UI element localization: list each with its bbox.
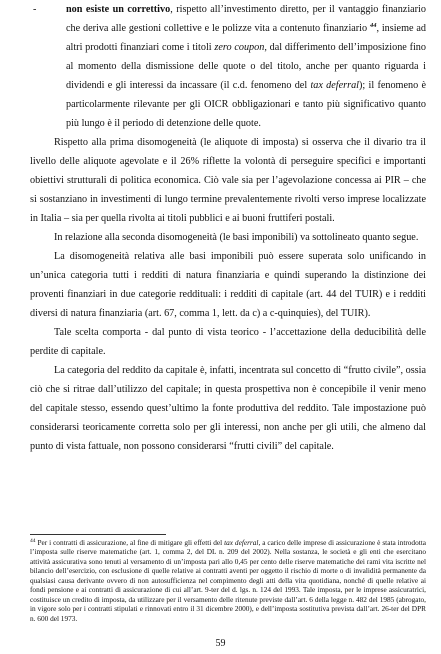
paragraph: In relazione alla seconda disomogeneità (le basi imponibili) va sottolineato quanto segue.: [54, 232, 419, 243]
bullet-text: ); il fenomeno è particolarmente rilevante per gli OICR obbligazionari e tanto più significativo quanto più lungo è il periodo di detenzione delle quote.: [66, 80, 426, 129]
bullet-text: , insieme ad altri prodotti finanziari come i titoli: [66, 23, 426, 53]
bullet-italic: tax deferral: [310, 80, 359, 91]
footnote-text: Per i contratti di assicurazione, al fine di mitigare gli effetti del: [35, 538, 225, 547]
body-text: [30, 0, 426, 456]
bullet-text: , dal differimento dell’imposizione fino al momento della dismissione delle quote o del titolo, anche per quanto riguarda i dividendi e gli interessi da incassare (il c.d. fenomeno del: [66, 42, 426, 91]
paragraph: Rispetto alla prima disomogeneità (le aliquote di imposta) si osserva che il divario tra il livello delle aliquote agevolate e il 26% riflette la volontà di perseguire specifici e importanti obiettivi strutturali di politica economica. Ciò vale sia per l’agevolazione concessa ai PIR – che si sostanziano in investimenti di lungo termine prevalentemente rivolti verso imprese localizzate in Italia – sia per quella rivolta ai titoli pubblici e ai buoni fruttiferi postali.: [30, 137, 426, 224]
paragraph: La categoria del reddito da capitale è, infatti, incentrata sul concetto di “frutto civile”, ossia ciò che si ritrae dall’utilizzo del capitale; in questa prospettiva non è concepibile il venir meno del capitale stesso, essendo quest’ultimo la fonte produttiva del reddito. Tale impostazione può considerarsi teoricamente corretta solo per gli interessi, non anche per gli utili, che almeno dal punto di vista fattuale, non possono considerarsi “frutti civili” del capitale.: [30, 365, 426, 452]
bullet-italic: zero coupon: [214, 42, 265, 53]
footnote-separator: [30, 534, 166, 535]
page-number: 59: [215, 638, 226, 649]
footnote-italic: tax deferral: [224, 538, 259, 547]
footnote-number: 44: [30, 538, 36, 544]
paragraph: La disomogeneità relativa alle basi imponibili può essere superata solo unificando in un’unica categoria tutti i redditi di natura finanziaria e quindi superando la distinzione dei proventi finanziari in due categorie reddituali: i redditi di capitale (art. 44 del TUIR) e i redditi diversi di natura finanziaria (art. 67, comma 1, lett. da c) a c-quinquies), del TUIR).: [30, 251, 426, 319]
bullet-item: [30, 0, 426, 133]
footnote-text: , a carico delle imprese di assicurazione è stata introdotta l’imposta sulle riserve matematiche (art. 1, comma 2, del DL n. 209 del 2002). Nella sostanza, le società e gli enti che esercitano attività assicurativa sono tenuti al versamento di un’imposta pari allo 0,45 per cento delle riserve matematiche dei rami vita iscritte nel bilancio dell’esercizio, con esclusione di quelle relative ai contratti aventi per oggetto il rischio di morte o di invalidità permanente da qualsiasi causa derivante ovvero di non autosufficienza nel compimento degli atti della vita quotidiana, nonché di quelle relative ai fondi pensione e ai contratti di assicurazione di cui all’art. 9-ter del d. lgs. n. 124 del 1993. Tale imposta, per le imprese assicuratrici, costituisce un credito di imposta, da utilizzare per il versamento delle ritenute previste dall’art. 6 della legge n. 482 del 1985 (abrogato, in vigore solo per i contratti stipulati e rinnovati entro il 31 dicembre 2000), e dell’imposta sostitutiva prevista dall’art. 26-ter del DPR n. 600 del 1973.: [30, 538, 427, 623]
bullet-dash: -: [33, 4, 37, 15]
footnote-ref[interactable]: 44: [369, 22, 377, 29]
footnote: [30, 538, 426, 623]
bullet-bold-lead: non esiste un correttivo: [66, 4, 171, 15]
bullet-text: , rispetto all’investimento diretto, per il vantaggio finanziario che deriva alle gestioni collettive e le polizze vita a contenuto finanziario: [66, 4, 426, 34]
paragraph: Tale scelta comporta - dal punto di vista teorico - l’accettazione della deducibilità delle perdite di capitale.: [30, 327, 426, 357]
